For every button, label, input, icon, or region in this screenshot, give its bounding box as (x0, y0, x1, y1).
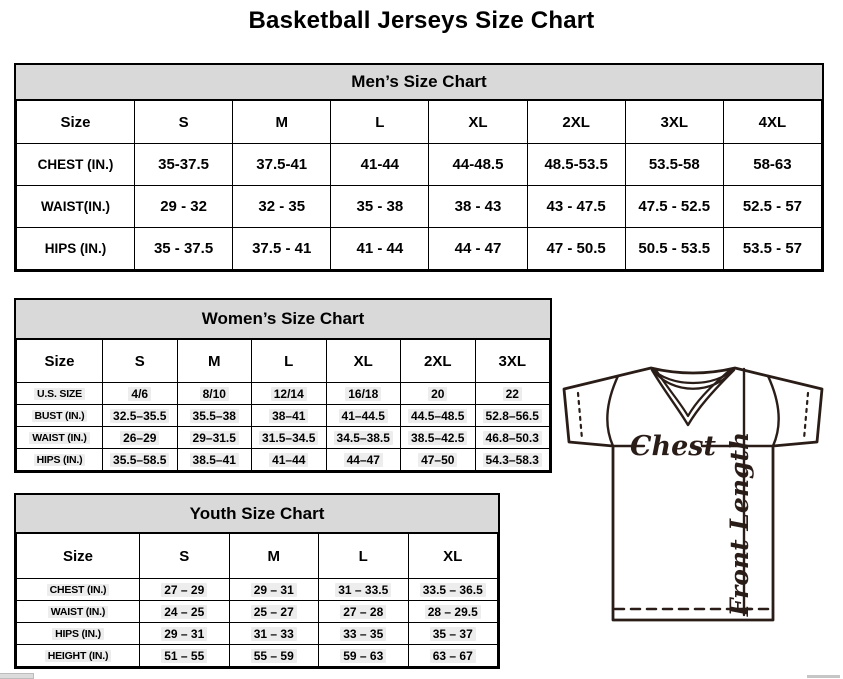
measurement-value: 32 - 35 (233, 186, 331, 228)
measurement-value: 29 - 32 (135, 186, 233, 228)
measurement-value-text: 27 – 28 (340, 605, 386, 619)
measurement-value (229, 579, 319, 601)
measurement-value-text: 35.5–58.5 (110, 453, 169, 467)
measurement-value: 35 - 37.5 (135, 228, 233, 270)
measurement-label: CHEST (IN.) (17, 144, 135, 186)
measurement-value (177, 449, 252, 471)
measurement-value (140, 579, 230, 601)
measurement-label (17, 623, 140, 645)
measurement-row (17, 427, 550, 449)
measurement-value: 37.5 - 41 (233, 228, 331, 270)
measurement-value-text: 20 (428, 387, 447, 401)
measurement-value (140, 645, 230, 667)
measurement-value: 53.5 - 57 (723, 228, 821, 270)
measurement-label (17, 427, 103, 449)
measurement-value (103, 427, 178, 449)
measurement-value-text: 33.5 – 36.5 (420, 583, 486, 597)
measurement-label (17, 645, 140, 667)
measurement-row (17, 645, 498, 667)
measurement-value (408, 579, 498, 601)
measurement-value (229, 645, 319, 667)
measurement-label-text: WAIST (IN.) (48, 606, 108, 618)
mens-size-table (14, 63, 824, 272)
measurement-value: 53.5-58 (625, 144, 723, 186)
measurement-value: 41-44 (331, 144, 429, 186)
measurement-label-text: U.S. SIZE (34, 388, 85, 400)
measurement-value-text: 52.8–56.5 (483, 409, 542, 423)
measurement-value: 37.5-41 (233, 144, 331, 186)
measurement-value-text: 24 – 25 (161, 605, 207, 619)
size-column-header: S (140, 534, 230, 579)
size-column-header: XL (326, 340, 401, 383)
measurement-value-text: 54.3–58.3 (483, 453, 542, 467)
jersey-outline-icon (564, 368, 822, 620)
measurement-label: HIPS (IN.) (17, 228, 135, 270)
measurement-value-text: 25 – 27 (251, 605, 297, 619)
right-armhole-icon (768, 376, 779, 446)
womens-table-grid (16, 339, 550, 471)
measurement-value: 47 - 50.5 (527, 228, 625, 270)
measurement-value-text: 29 – 31 (251, 583, 297, 597)
measurement-value (401, 405, 476, 427)
measurement-value: 50.5 - 53.5 (625, 228, 723, 270)
measurement-value-text: 38.5–41 (190, 453, 239, 467)
measurement-row (17, 144, 822, 186)
measurement-value (401, 427, 476, 449)
youth-table-grid (16, 533, 498, 667)
scrollbar-fragment-left (0, 673, 34, 679)
measurement-value (408, 623, 498, 645)
measurement-value (177, 405, 252, 427)
size-column-header: 3XL (625, 101, 723, 144)
measurement-row (17, 579, 498, 601)
size-column-title: Size (17, 340, 103, 383)
measurement-value (319, 579, 409, 601)
measurement-value: 47.5 - 52.5 (625, 186, 723, 228)
measurement-value (326, 427, 401, 449)
size-column-header: L (319, 534, 409, 579)
left-armhole-icon (607, 376, 618, 446)
measurement-value (326, 449, 401, 471)
measurement-value-text: 31.5–34.5 (259, 431, 318, 445)
front-length-label: Front Length (725, 431, 754, 617)
measurement-value (475, 405, 550, 427)
measurement-value-text: 44–47 (344, 453, 383, 467)
measurement-value (177, 427, 252, 449)
measurement-row (17, 623, 498, 645)
measurement-value-text: 16/18 (345, 387, 381, 401)
measurement-value: 44 - 47 (429, 228, 527, 270)
measurement-value: 38 - 43 (429, 186, 527, 228)
size-column-title: Size (17, 101, 135, 144)
measurement-value: 52.5 - 57 (723, 186, 821, 228)
measurement-value-text: 33 – 35 (340, 627, 386, 641)
measurement-value (401, 449, 476, 471)
size-column-header: L (252, 340, 327, 383)
measurement-label: WAIST(IN.) (17, 186, 135, 228)
measurement-value-text: 47–50 (418, 453, 457, 467)
measurement-value (319, 645, 409, 667)
measurement-label-text: WAIST (IN.) (29, 432, 89, 444)
mens-table-caption: Men’s Size Chart (16, 65, 822, 100)
measurement-value (140, 601, 230, 623)
measurement-value-text: 51 – 55 (161, 649, 207, 663)
measurement-value-text: 31 – 33.5 (335, 583, 391, 597)
measurement-value (177, 383, 252, 405)
size-column-header: 4XL (723, 101, 821, 144)
size-header-row (17, 340, 550, 383)
measurement-value (252, 405, 327, 427)
measurement-value-text: 38.5–42.5 (408, 431, 467, 445)
mens-table-grid (16, 100, 822, 270)
size-column-header: S (135, 101, 233, 144)
measurement-row (17, 228, 822, 270)
measurement-value (401, 383, 476, 405)
measurement-value-text: 63 – 67 (430, 649, 476, 663)
measurement-value-text: 28 – 29.5 (425, 605, 481, 619)
size-column-header: 3XL (475, 340, 550, 383)
size-column-header: M (233, 101, 331, 144)
measurement-value (252, 383, 327, 405)
womens-table-caption: Women’s Size Chart (16, 300, 550, 339)
measurement-value (475, 427, 550, 449)
womens-size-table (14, 298, 552, 473)
measurement-value (319, 623, 409, 645)
measurement-value: 35 - 38 (331, 186, 429, 228)
measurement-label (17, 383, 103, 405)
measurement-value: 48.5-53.5 (527, 144, 625, 186)
measurement-value-text: 34.5–38.5 (334, 431, 393, 445)
size-column-header: XL (429, 101, 527, 144)
measurement-label (17, 579, 140, 601)
size-column-header: 2XL (401, 340, 476, 383)
measurement-label (17, 405, 103, 427)
measurement-value (140, 623, 230, 645)
measurement-value: 43 - 47.5 (527, 186, 625, 228)
jersey-measurement-diagram (556, 362, 836, 627)
left-sleeve-stitch-icon (578, 393, 582, 439)
measurement-label-text: CHEST (IN.) (47, 584, 110, 596)
size-column-title: Size (17, 534, 140, 579)
size-column-header: M (177, 340, 252, 383)
measurement-value (326, 405, 401, 427)
measurement-value-text: 8/10 (200, 387, 229, 401)
measurement-label-text: HIPS (IN.) (52, 628, 104, 640)
measurement-value-text: 41–44 (269, 453, 308, 467)
measurement-value (252, 449, 327, 471)
page-title: Basketball Jerseys Size Chart (248, 7, 595, 34)
measurement-value (229, 623, 319, 645)
measurement-value: 35-37.5 (135, 144, 233, 186)
size-column-header: M (229, 534, 319, 579)
scrollbar-fragment-right (807, 675, 840, 678)
chest-label: Chest (630, 431, 716, 462)
measurement-value-text: 31 – 33 (251, 627, 297, 641)
measurement-value-text: 35 – 37 (430, 627, 476, 641)
measurement-label (17, 601, 140, 623)
measurement-value-text: 29–31.5 (190, 431, 239, 445)
measurement-value-text: 12/14 (271, 387, 307, 401)
measurement-value (408, 645, 498, 667)
size-column-header: 2XL (527, 101, 625, 144)
measurement-value (103, 449, 178, 471)
size-column-header: L (331, 101, 429, 144)
measurement-value (475, 383, 550, 405)
measurement-label-text: HEIGHT (IN.) (45, 650, 112, 662)
measurement-value-text: 44.5–48.5 (408, 409, 467, 423)
size-header-row (17, 534, 498, 579)
measurement-value-text: 35.5–38 (190, 409, 239, 423)
size-column-header: XL (408, 534, 498, 579)
measurement-value-text: 55 – 59 (251, 649, 297, 663)
measurement-value (103, 383, 178, 405)
measurement-value (475, 449, 550, 471)
measurement-value-text: 32.5–35.5 (110, 409, 169, 423)
measurement-label-text: HIPS (IN.) (34, 454, 86, 466)
measurement-value (229, 601, 319, 623)
measurement-value: 58-63 (723, 144, 821, 186)
measurement-value: 44-48.5 (429, 144, 527, 186)
measurement-value (319, 601, 409, 623)
measurement-value (326, 383, 401, 405)
measurement-row (17, 186, 822, 228)
measurement-value-text: 38–41 (269, 409, 308, 423)
youth-table-caption: Youth Size Chart (16, 495, 498, 533)
measurement-row (17, 449, 550, 471)
size-header-row (17, 101, 822, 144)
youth-size-table (14, 493, 500, 669)
measurement-value-text: 4/6 (128, 387, 151, 401)
measurement-value: 41 - 44 (331, 228, 429, 270)
right-sleeve-stitch-icon (804, 393, 808, 439)
measurement-value-text: 22 (503, 387, 522, 401)
measurement-value-text: 46.8–50.3 (483, 431, 542, 445)
measurement-value-text: 59 – 63 (340, 649, 386, 663)
measurement-value-text: 41–44.5 (339, 409, 388, 423)
measurement-value (252, 427, 327, 449)
measurement-value-text: 27 – 29 (161, 583, 207, 597)
measurement-value (408, 601, 498, 623)
measurement-label-text: BUST (IN.) (32, 410, 88, 422)
measurement-value (103, 405, 178, 427)
measurement-row (17, 601, 498, 623)
measurement-value-text: 29 – 31 (161, 627, 207, 641)
measurement-row (17, 405, 550, 427)
measurement-value-text: 26–29 (120, 431, 159, 445)
size-column-header: S (103, 340, 178, 383)
measurement-row (17, 383, 550, 405)
measurement-label (17, 449, 103, 471)
